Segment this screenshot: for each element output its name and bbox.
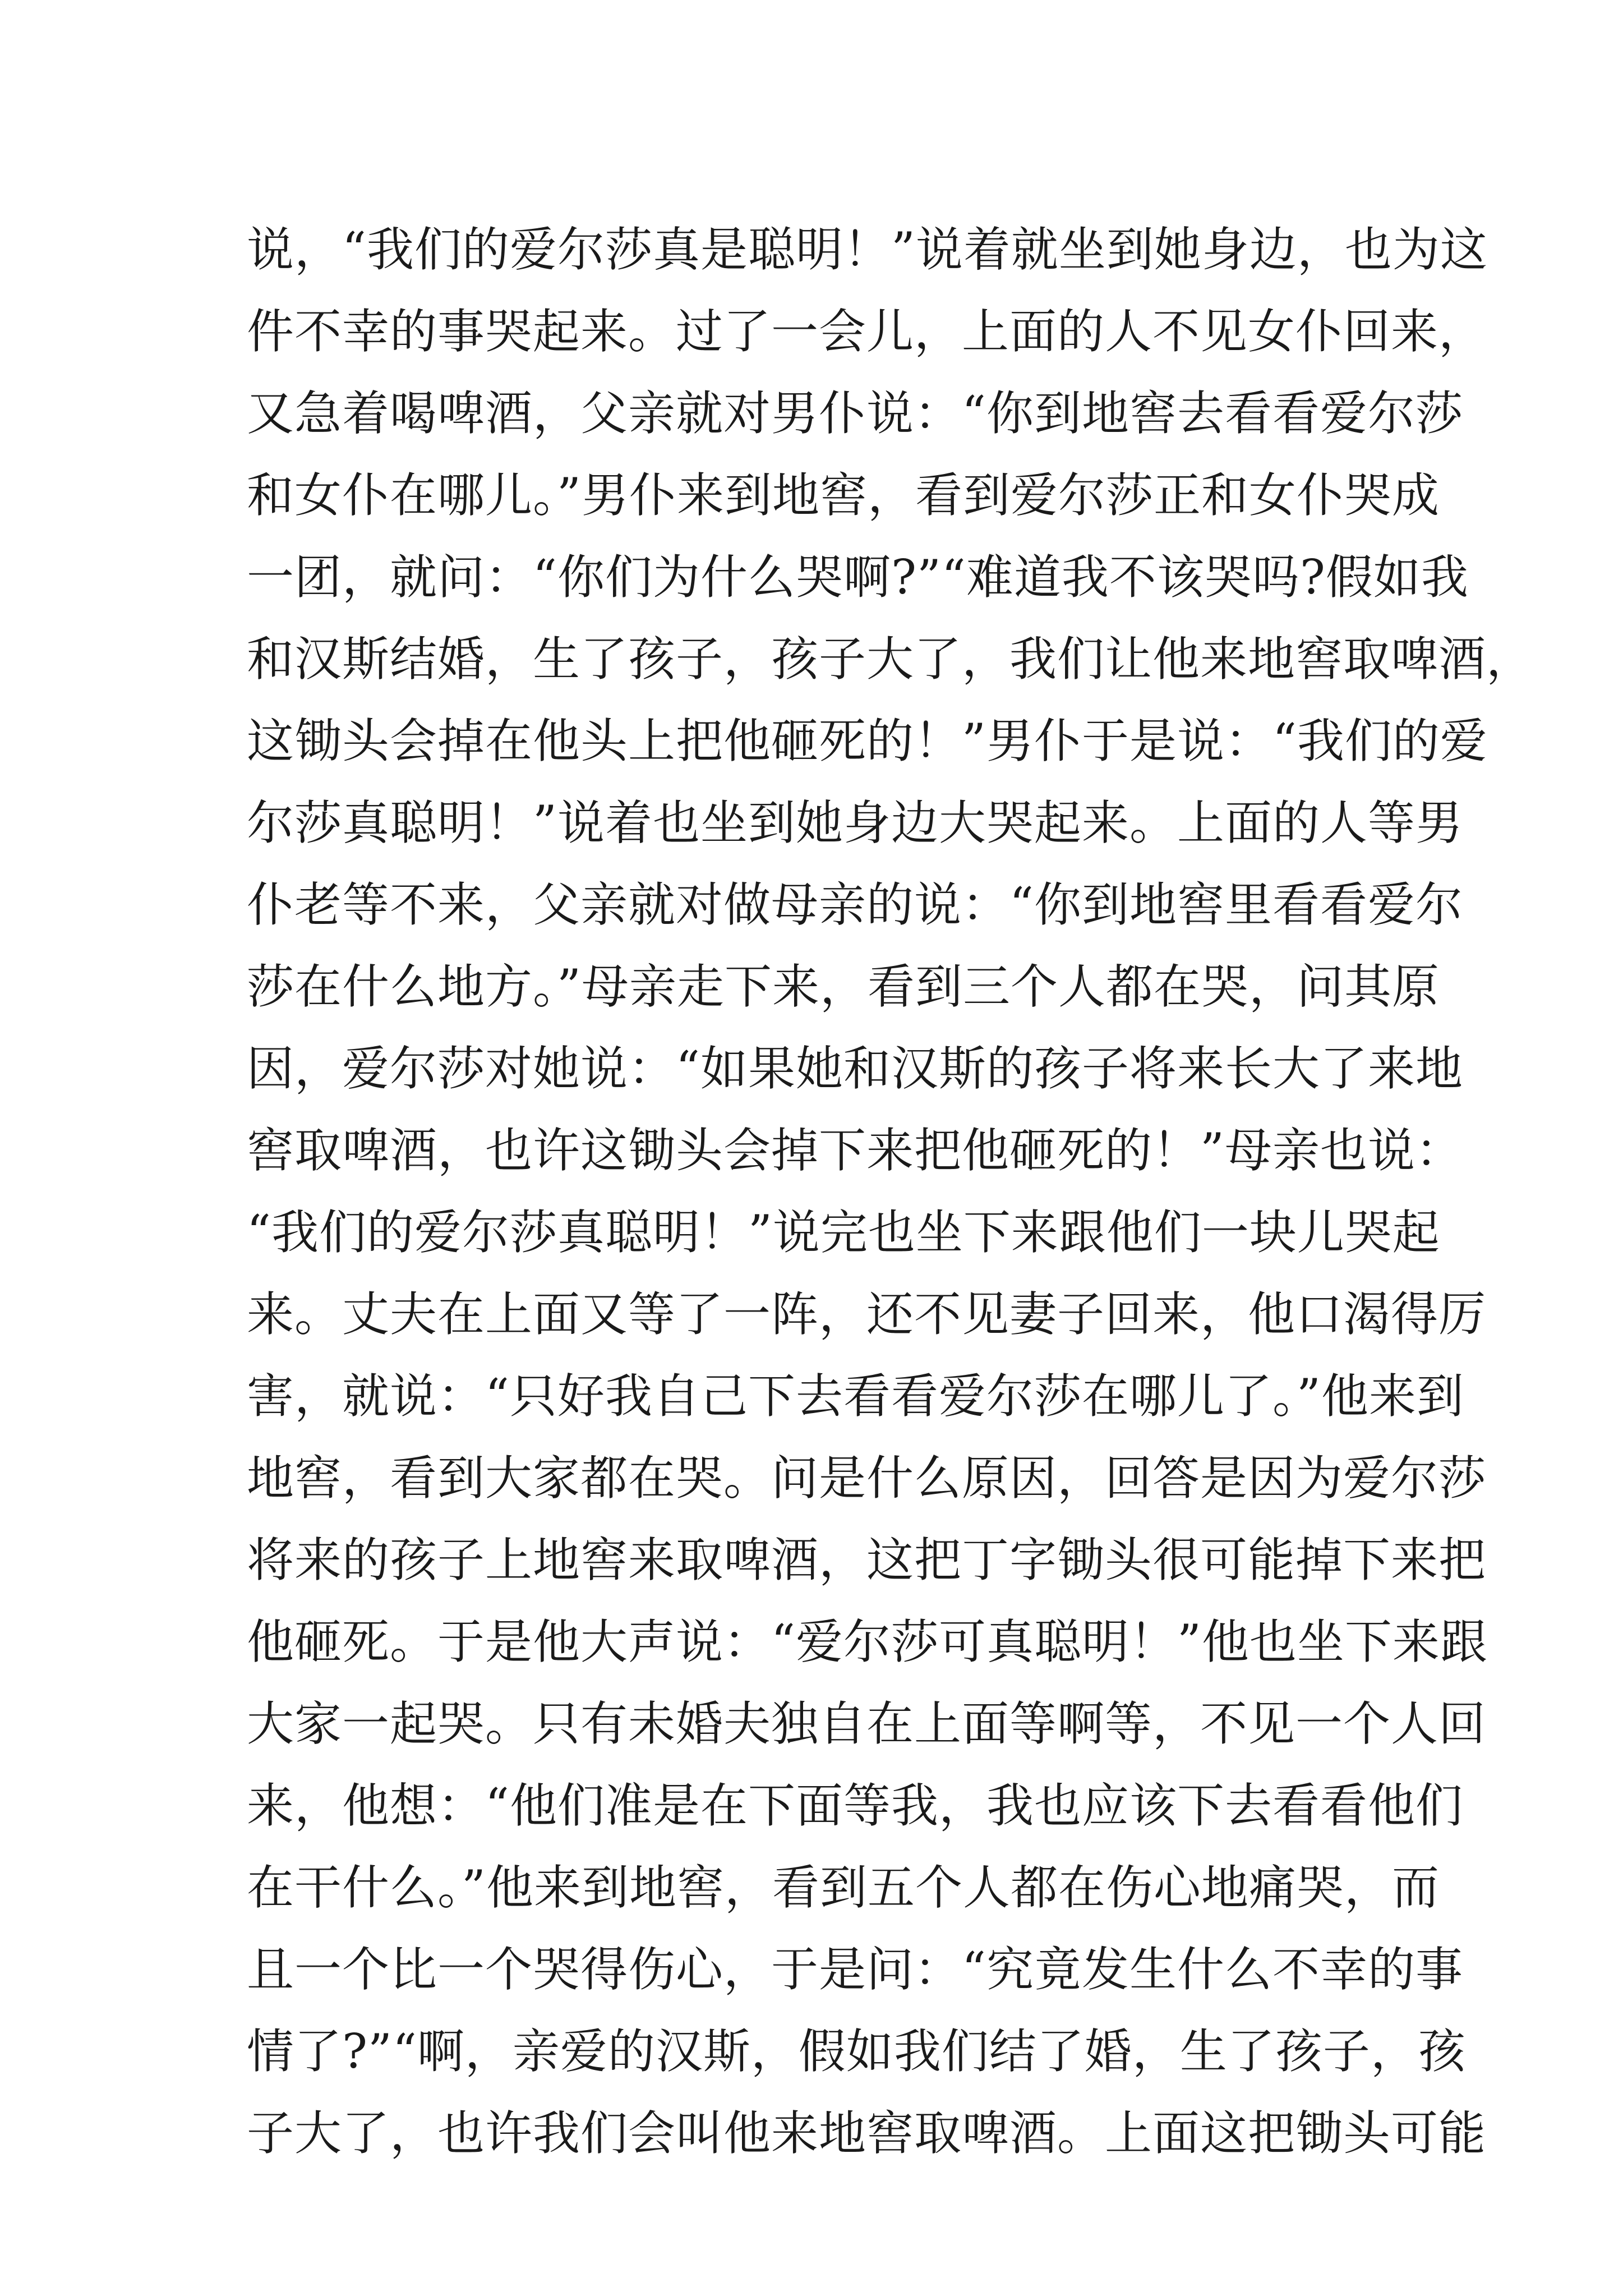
text-line: 件不幸的事哭起来。过了一会儿，上面的人不见女仆回来， (247, 304, 1487, 359)
text-line: 说，“我们的爱尔莎真是聪明！”说着就坐到她身边，也为这 (247, 222, 1488, 277)
text-line: 仆老等不来，父亲就对做母亲的说：“你到地窖里看看爱尔 (247, 877, 1463, 932)
text-line: 这锄头会掉在他头上把他砸死的！”男仆于是说：“我们的爱 (247, 714, 1488, 769)
text-line: 尔莎真聪明！”说着也坐到她身边大哭起来。上面的人等男 (247, 795, 1463, 850)
text-line: 且一个比一个哭得伤心，于是问：“究竟发生什么不幸的事 (247, 1942, 1463, 1997)
text-line: 来，他想：“他们准是在下面等我，我也应该下去看看他们 (247, 1778, 1463, 1833)
text-line: 地窖，看到大家都在哭。问是什么原因，回答是因为爱尔莎 (247, 1451, 1487, 1506)
text-line: 子大了，也许我们会叫他来地窖取啤酒。上面这把锄头可能 (247, 2106, 1487, 2161)
text-line: 来。丈夫在上面又等了一阵，还不见妻子回来，他口渴得厉 (247, 1287, 1487, 1342)
text-line: 害，就说：“只好我自己下去看看爱尔莎在哪儿了。”他来到 (247, 1369, 1464, 1424)
text-line: 大家一起哭。只有未婚夫独自在上面等啊等，不见一个人回 (247, 1696, 1487, 1751)
text-line: 又急着喝啤酒，父亲就对男仆说：“你到地窖去看看爱尔莎 (247, 386, 1463, 441)
text-line: 和女仆在哪儿。”男仆来到地窖，看到爱尔莎正和女仆哭成 (247, 468, 1440, 523)
text-line: 在干什么。”他来到地窖，看到五个人都在伤心地痛哭，而 (247, 1860, 1440, 1915)
text-line: 和汉斯结婚，生了孩子，孩子大了，我们让他来地窖取啤酒， (247, 632, 1534, 687)
text-line: 窖取啤酒，也许这锄头会掉下来把他砸死的！”母亲也说： (247, 1123, 1463, 1178)
text-line: 情了?”“啊，亲爱的汉斯，假如我们结了婚，生了孩子，孩 (247, 2024, 1466, 2079)
body-text (247, 209, 1534, 2174)
text-line: “我们的爱尔莎真聪明！”说完也坐下来跟他们一块儿哭起 (247, 1205, 1440, 1260)
text-line: 因，爱尔莎对她说：“如果她和汉斯的孩子将来长大了来地 (247, 1041, 1463, 1096)
text-line: 将来的孩子上地窖来取啤酒，这把丁字锄头很可能掉下来把 (247, 1533, 1487, 1588)
text-line: 一团，就问：“你们为什么哭啊?”“难道我不该哭吗?假如我 (247, 550, 1469, 605)
text-line: 他砸死。于是他大声说：“爱尔莎可真聪明！”他也坐下来跟 (247, 1614, 1488, 1669)
text-line: 莎在什么地方。”母亲走下来，看到三个人都在哭，问其原 (247, 959, 1440, 1014)
